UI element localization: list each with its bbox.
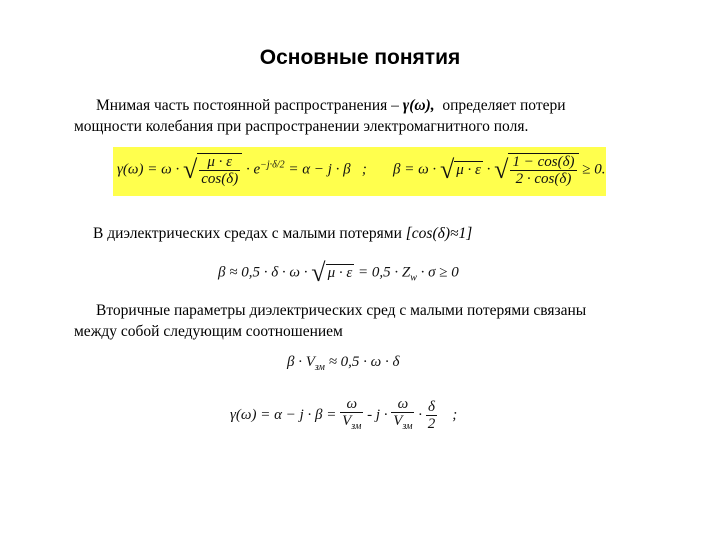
sqrt-sign: √ <box>182 155 198 184</box>
f5-left: γ(ω) = α − j · β = <box>230 406 337 423</box>
f2-right: ≥ 0. <box>582 161 606 178</box>
f3-root: μ · ε <box>327 265 353 281</box>
formula-beta-approx <box>218 260 459 286</box>
f1-exp-sup: −j·δ/2 <box>260 159 285 171</box>
f5-den1: V <box>342 413 352 429</box>
formula-gamma-full <box>117 153 367 187</box>
formula-gamma-velocity <box>230 396 457 435</box>
sqrt-sign: √ <box>311 258 326 287</box>
paragraph-1-line-2: мощности колебания при распространении электромагнитного поля. <box>74 118 529 135</box>
f3-end: · σ ≥ 0 <box>420 264 459 281</box>
f4-sub: зм <box>314 362 325 373</box>
f5-frac-3 <box>426 399 438 432</box>
f2-left: β = ω · <box>393 161 437 178</box>
f5-num1: ω <box>340 396 363 413</box>
f2-dot: · <box>486 161 491 178</box>
p2-text: В диэлектрических средах с малыми потерями <box>93 225 402 242</box>
f1-num: μ · ε <box>199 154 240 171</box>
p2-condition: [cos(δ)≈1] <box>405 225 473 242</box>
slide-title: Основные понятия <box>259 46 461 69</box>
paragraph-3-line-2: между собой следующим соотношением <box>74 323 343 340</box>
paragraph-3-line-1: Вторичные параметры диэлектрических сред с малыми потерями связаны <box>96 302 587 319</box>
f2-root: μ · ε <box>456 162 481 178</box>
f5-num2: ω <box>391 396 414 413</box>
f2-sqrt-frac <box>508 153 578 187</box>
formula-beta-full <box>393 153 606 187</box>
sqrt-sign: √ <box>494 155 509 184</box>
f5-den2-sub: зм <box>402 421 413 432</box>
f5-den1-sub: зм <box>351 421 362 432</box>
f5-num3: δ <box>426 399 438 416</box>
f1-den: cos(δ) <box>201 171 239 187</box>
p1-text-b: определяет потери <box>442 97 566 114</box>
f1-exp: · e <box>245 161 261 178</box>
f5-den3: 2 <box>427 416 436 432</box>
f5-frac-2 <box>391 396 414 435</box>
f5-sep: ; <box>452 406 458 423</box>
paragraph-1-line-1 <box>96 96 566 116</box>
paragraph-2 <box>93 224 472 244</box>
f1-sqrt <box>197 153 242 187</box>
f4-left: β · V <box>287 354 315 370</box>
f3-sub: w <box>410 272 417 284</box>
gamma-symbol: γ(ω), <box>402 97 435 114</box>
sqrt-sign: √ <box>439 155 455 184</box>
f4-right: ≈ 0,5 · ω · δ <box>328 354 400 370</box>
f3-left: β ≈ 0,5 · δ · ω · <box>218 264 308 281</box>
f5-dot: · <box>418 406 422 423</box>
f1-left: γ(ω) = ω · <box>117 161 180 178</box>
f1-sep: ; <box>361 161 367 178</box>
f2-den: 2 · cos(δ) <box>515 171 572 187</box>
f3-right: = 0,5 · Z <box>358 264 411 281</box>
f5-den2: V <box>393 413 403 429</box>
formula-beta-velocity <box>287 354 399 373</box>
f1-right: = α − j · β <box>288 161 351 178</box>
f5-mid: - j · <box>367 406 388 423</box>
p1-text-a: Мнимая часть постоянной распространения – <box>96 97 399 114</box>
f5-frac-1 <box>340 396 363 435</box>
f2-num: 1 − cos(δ) <box>512 154 575 170</box>
